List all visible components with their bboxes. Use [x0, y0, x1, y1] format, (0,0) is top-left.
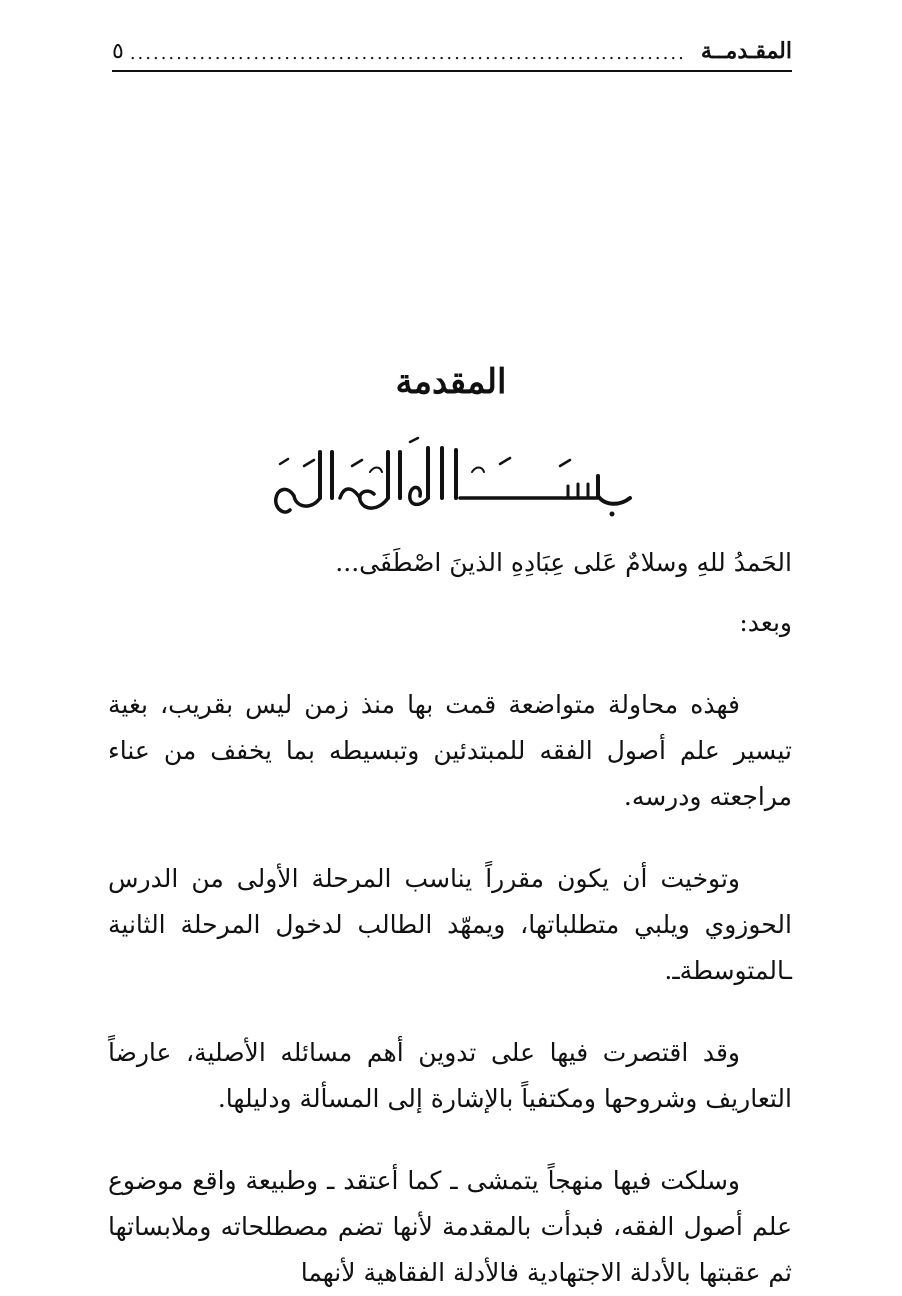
transition-phrase: وبعد:: [739, 608, 792, 637]
running-header-leader-dots: ........................................................................: [129, 43, 686, 64]
paragraph-4: وسلكت فيها منهجاً يتمشى ـ كما أعتقد ـ وطبيعة واقع موضوع علم أصول الفقه، فبدأت بالمقدمة لأنها تضم مصطلحاته وملابساتها ثم عقبتها بالأدلة الاجتهادية فالأدلة الفقاهية لأنهما: [108, 1166, 792, 1287]
running-header: [112, 36, 792, 72]
page-body: [108, 540, 792, 1296]
chapter-title: المقدمة: [395, 362, 507, 402]
running-header-title: المقـدمــة: [700, 38, 792, 64]
paragraph-3: وقد اقتصرت فيها على تدوين أهم مسائله الأصلية، عارضاً التعاريف وشروحها ومكتفياً بالإشارة إلى المسألة ودليلها.: [108, 1038, 792, 1113]
page-number: ٥: [112, 39, 124, 64]
paragraph-1: فهذه محاولة متواضعة قمت بها منذ زمن ليس بقريب، بغية تيسير علم أصول الفقه للمبتدئين وتبسيطه بما يخفف من عناء مراجعته ودرسه.: [108, 690, 792, 811]
basmala-calligraphy: [260, 436, 640, 526]
opening-praise-line: الحَمدُ للهِ وسلامٌ عَلى عِبَادِهِ الذينَ اصْطَفَى...: [335, 548, 792, 577]
paragraph-2: وتوخيت أن يكون مقرراً يناسب المرحلة الأولى من الدرس الحوزوي ويلبي متطلباتها، ويمهّد الطالب لدخول المرحلة الثانية ـالمتوسطةـ.: [108, 864, 792, 985]
